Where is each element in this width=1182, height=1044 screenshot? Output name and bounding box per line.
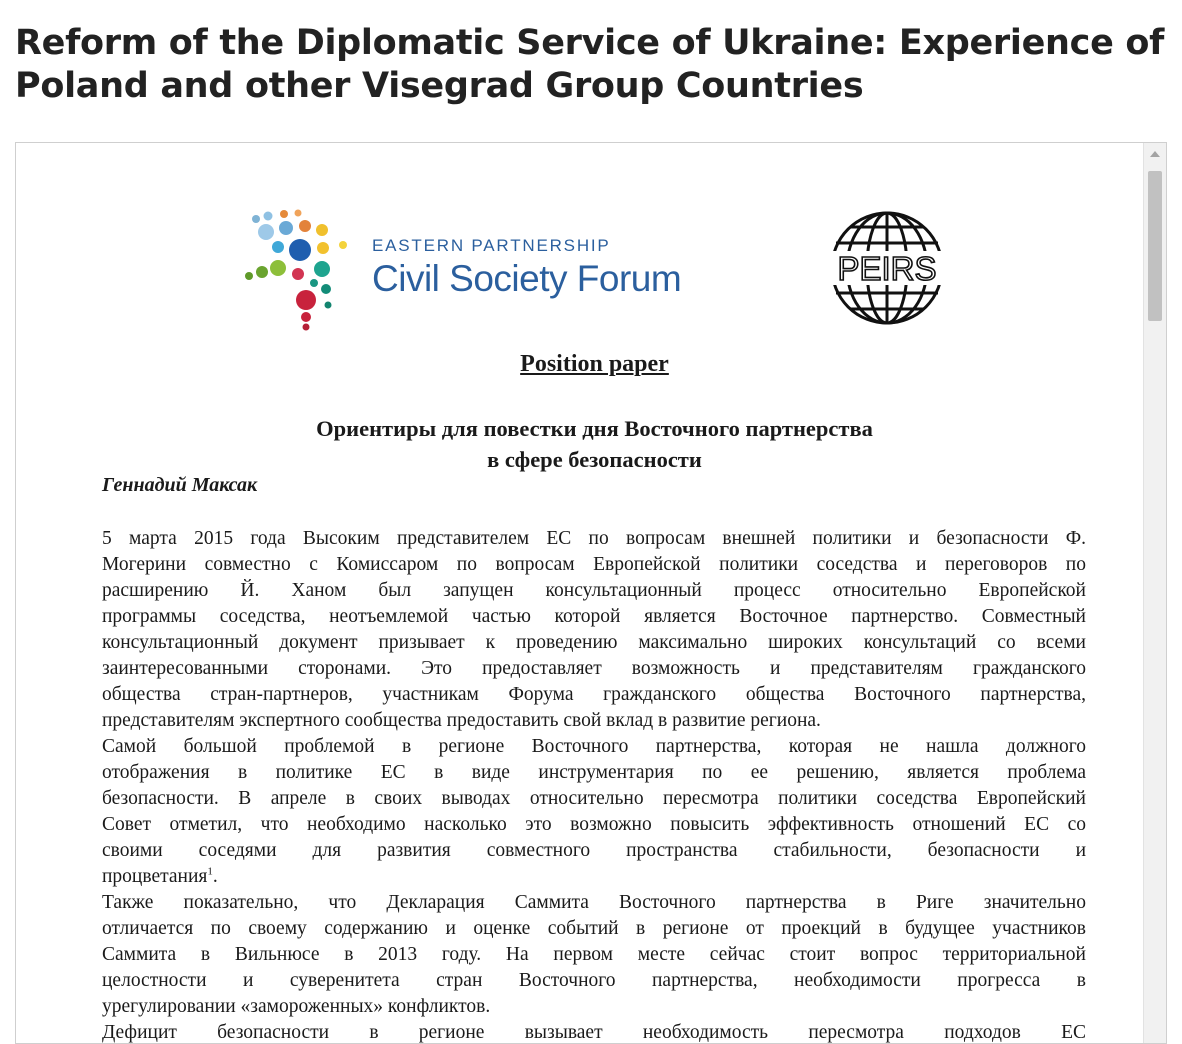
document-title bbox=[16, 413, 1167, 475]
body-line: своими соседями для развития совместного пространства стабильности, безопасности и bbox=[102, 840, 1086, 861]
logo-title: Civil Society Forum bbox=[372, 258, 682, 299]
body-line: 5 марта 2015 года Высоким представителем ЕС по вопросам внешней политики и безопасности Ф. bbox=[102, 528, 1086, 549]
document-page bbox=[16, 143, 1143, 1043]
title-line-1: Ориентиры для повестки дня Восточного партнерства bbox=[316, 416, 873, 441]
body-line: заинтересованными сторонами. Это предоставляет возможность и представителям гражданского bbox=[102, 658, 1086, 679]
body-line: отличается по своему содержанию и оценке событий в регионе от проекций в будущее участников bbox=[102, 918, 1086, 939]
body-line: Дефицит безопасности в регионе вызывает необходимость пересмотра подходов ЕС bbox=[102, 1022, 1086, 1043]
document-body bbox=[102, 526, 1086, 1044]
civil-society-forum-logo bbox=[372, 235, 681, 301]
peirs-logo-text: PEIRS bbox=[837, 250, 937, 287]
body-line-text: процветания bbox=[102, 866, 208, 887]
author-name: Геннадий Максак bbox=[102, 474, 258, 496]
title-line-2: в сфере безопасности bbox=[487, 447, 702, 472]
body-line: Саммита в Вильнюсе в 2013 году. На первом месте сейчас стоит вопрос территориальной bbox=[102, 944, 1086, 965]
peirs-globe-logo-icon bbox=[822, 209, 952, 327]
body-line: Самой большой проблемой в регионе Восточного партнерства, которая не нашла должного bbox=[102, 736, 1086, 757]
body-line: целостности и суверенитета стран Восточного партнерства, необходимости прогресса в bbox=[102, 970, 1086, 991]
body-line: расширению Й. Ханом был запущен консультационный процесс относительно Европейской bbox=[102, 580, 1086, 601]
vertical-scrollbar[interactable] bbox=[1143, 143, 1166, 1043]
body-line: процветания$^1$. bbox=[102, 865, 218, 887]
body-line: Могерини совместно с Комиссаром по вопросам Европейской политики соседства и переговоров по bbox=[102, 554, 1086, 575]
body-line: программы соседства, неотъемлемой частью которой является Восточное партнерство. Совместный bbox=[102, 606, 1086, 627]
body-line: Также показательно, что Декларация Саммита Восточного партнерства в Риге значительно bbox=[102, 892, 1086, 913]
body-line: отображения в политике ЕС в виде инструментария по ее решению, является проблема bbox=[102, 762, 1086, 783]
position-paper-label: Position paper bbox=[520, 351, 669, 377]
body-line: общества стран-партнеров, участникам Форума гражданского общества Восточного партнерства, bbox=[102, 684, 1086, 705]
body-line: представителям экспертного сообщества предоставить свой вклад в развитие региона. bbox=[102, 710, 821, 731]
document-viewer[interactable] bbox=[15, 142, 1167, 1044]
body-line: консультационный документ призывает к проведению максимально широких консультаций со всеми bbox=[102, 632, 1086, 653]
footnote-marker[interactable]: 1 bbox=[207, 865, 213, 878]
page-title: Reform of the Diplomatic Service of Ukraine: Experience of Poland and other Visegrad Group Countries bbox=[15, 23, 1165, 106]
scrollbar-thumb[interactable] bbox=[1148, 171, 1162, 321]
logo-subtitle: EASTERN PARTNERSHIP bbox=[372, 236, 611, 255]
scroll-up-arrow-icon[interactable] bbox=[1150, 151, 1160, 157]
body-line: урегулировании «замороженных» конфликтов. bbox=[102, 996, 491, 1017]
body-line: безопасности. В апреле в своих выводах относительно пересмотра политики соседства Европейский bbox=[102, 788, 1086, 809]
body-line: Совет отметил, что необходимо насколько это возможно повысить эффективность отношений ЕС со bbox=[102, 814, 1086, 835]
civil-society-forum-logo-icon bbox=[234, 205, 354, 331]
